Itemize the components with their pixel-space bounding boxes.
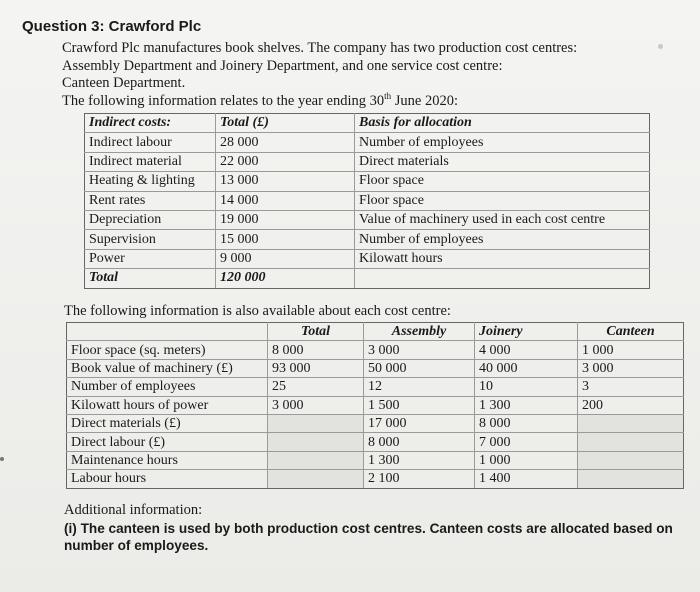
table2-caption: The following information is also available about each cost centre: (64, 303, 451, 319)
table-row (85, 249, 650, 268)
cell: 10 (475, 378, 578, 396)
header-total: Total (268, 323, 364, 341)
cell: Number of employees (355, 230, 650, 249)
cell: 15 000 (216, 230, 355, 249)
intro-line-3: Canteen Department. (62, 75, 186, 91)
question-heading: Question 3: Crawford Plc (22, 18, 202, 35)
intro-line-1: Crawford Plc manufactures book shelves. The company has two production cost centres: (62, 40, 578, 56)
cell: 1 000 (578, 341, 684, 359)
cell (268, 433, 364, 451)
cell: Power (85, 249, 216, 268)
decorative-speck (0, 457, 4, 461)
table-row (85, 230, 650, 249)
additional-title: Additional information: (64, 502, 203, 518)
cell: 28 000 (216, 133, 355, 152)
cell (578, 470, 684, 488)
indirect-costs-table (84, 113, 650, 289)
cell (268, 451, 364, 469)
cell: 8 000 (364, 433, 475, 451)
table-header-row (67, 323, 684, 341)
intro-line-4: The following information relates to the year ending 30th June 2020: (62, 90, 459, 109)
cell: 4 000 (475, 341, 578, 359)
table-header-row (85, 114, 650, 133)
cell: 3 000 (268, 396, 364, 414)
intro-text (62, 40, 682, 110)
cell: 25 (268, 378, 364, 396)
cell (578, 433, 684, 451)
table-row (85, 191, 650, 210)
table-row (67, 433, 684, 451)
cell: 9 000 (216, 249, 355, 268)
cell (268, 470, 364, 488)
table-row (85, 152, 650, 171)
cell: 1 300 (364, 451, 475, 469)
table-row (67, 470, 684, 488)
cell: 40 000 (475, 359, 578, 377)
cell (355, 269, 650, 288)
table-row (67, 359, 684, 377)
cell: 1 400 (475, 470, 578, 488)
cell: 50 000 (364, 359, 475, 377)
additional-line-2: number of employees. (64, 538, 209, 553)
cell: 3 (578, 378, 684, 396)
cell: Labour hours (67, 470, 268, 488)
cell: 3 000 (578, 359, 684, 377)
cell: 200 (578, 396, 684, 414)
cell: 8 000 (268, 341, 364, 359)
additional-line-1: (i) The canteen is used by both production cost centres. Canteen costs are allocated based on (64, 520, 673, 536)
cell: Direct materials (355, 152, 650, 171)
cell: Number of employees (67, 378, 268, 396)
table-row (67, 341, 684, 359)
cell: Indirect labour (85, 133, 216, 152)
intro-line-2: Assembly Department and Joinery Department, and one service cost centre: (62, 57, 503, 74)
cell: Direct materials (£) (67, 414, 268, 432)
cell: Maintenance hours (67, 451, 268, 469)
cell: 2 100 (364, 470, 475, 488)
table-row (85, 172, 650, 191)
header-joinery: Joinery (475, 323, 578, 341)
header-canteen: Canteen (578, 323, 684, 341)
cell: 1 000 (475, 451, 578, 469)
header-basis: Basis for allocation (355, 114, 650, 133)
cell: Floor space (sq. meters) (67, 341, 268, 359)
cell: Kilowatt hours of power (67, 396, 268, 414)
table-row (67, 396, 684, 414)
cell: Depreciation (85, 210, 216, 229)
cell: 14 000 (216, 191, 355, 210)
table-row (85, 210, 650, 229)
cell: 22 000 (216, 152, 355, 171)
cell: 1 300 (475, 396, 578, 414)
cell (268, 414, 364, 432)
cell: Book value of machinery (£) (67, 359, 268, 377)
cell: Supervision (85, 230, 216, 249)
cell: 7 000 (475, 433, 578, 451)
total-value: 120 000 (216, 269, 355, 288)
cell: Direct labour (£) (67, 433, 268, 451)
cell: Floor space (355, 172, 650, 191)
cell: 19 000 (216, 210, 355, 229)
cell: Value of machinery used in each cost centre (355, 210, 650, 229)
cell: Rent rates (85, 191, 216, 210)
cell: Indirect material (85, 152, 216, 171)
header-total: Total (£) (216, 114, 355, 133)
header-indirect-costs: Indirect costs: (85, 114, 216, 133)
cost-centre-table (66, 322, 684, 489)
cell: Heating & lighting (85, 172, 216, 191)
cell: Number of employees (355, 133, 650, 152)
header-assembly: Assembly (364, 323, 475, 341)
table-row (67, 451, 684, 469)
cell: 17 000 (364, 414, 475, 432)
cell (578, 414, 684, 432)
cell: Floor space (355, 191, 650, 210)
cell: 1 500 (364, 396, 475, 414)
cell: 93 000 (268, 359, 364, 377)
table-row (67, 378, 684, 396)
cell: 12 (364, 378, 475, 396)
cell: Kilowatt hours (355, 249, 650, 268)
total-label: Total (85, 269, 216, 288)
cell: 3 000 (364, 341, 475, 359)
table-row (67, 414, 684, 432)
cell: 8 000 (475, 414, 578, 432)
additional-information (64, 502, 674, 555)
cell: 13 000 (216, 172, 355, 191)
header-blank (67, 323, 268, 341)
table-total-row (85, 269, 650, 288)
table-row (85, 133, 650, 152)
cell (578, 451, 684, 469)
